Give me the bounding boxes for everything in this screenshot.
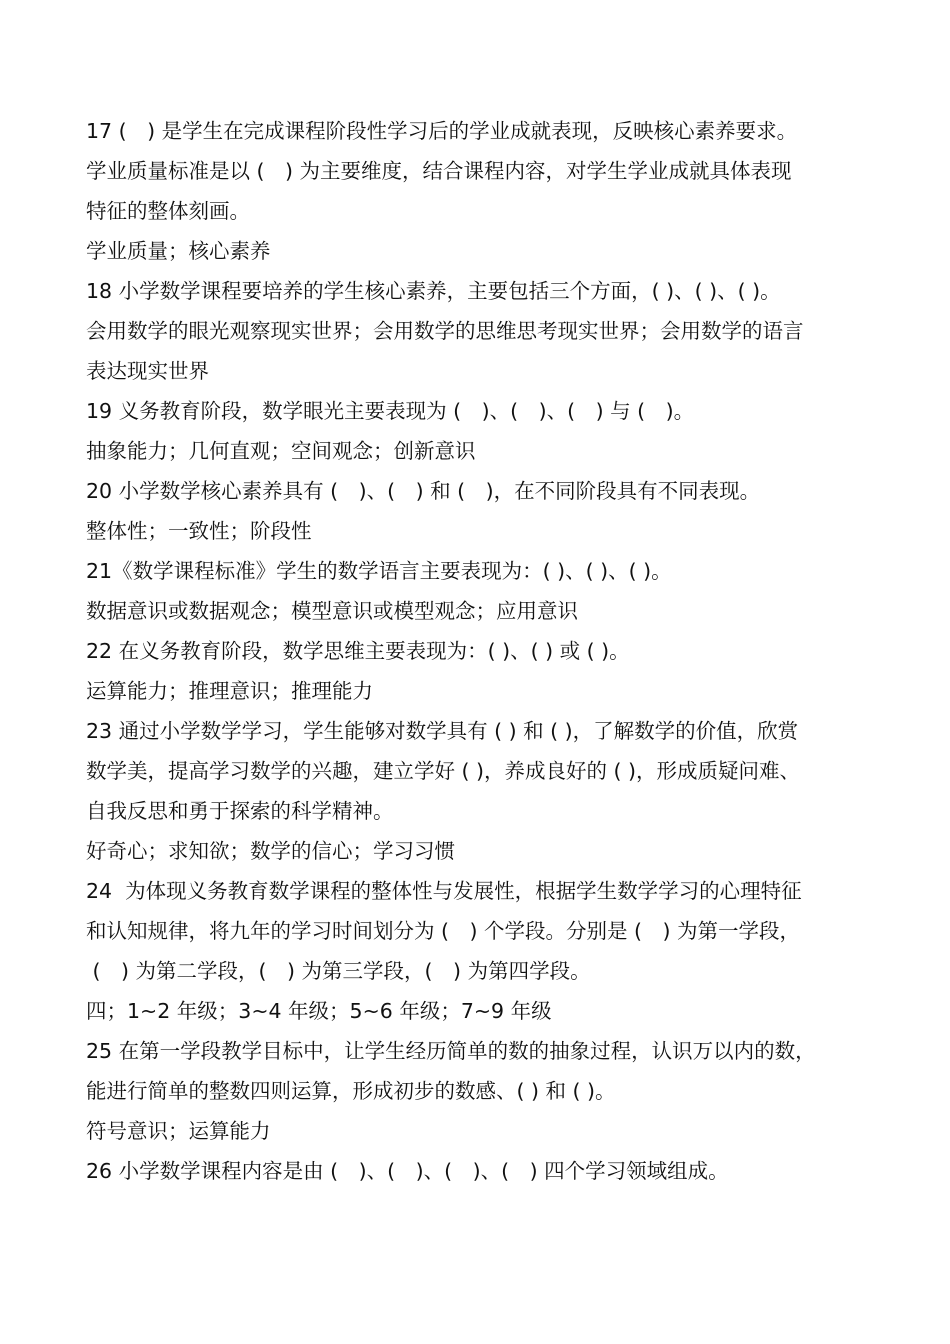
question-17-line-3: 特征的整体刻画。 — [86, 199, 250, 223]
question-21: 21《数学课程标准》学生的数学语言主要表现为：( )、( )、( )。 — [86, 559, 672, 583]
answer-20: 整体性；一致性；阶段性 — [86, 519, 312, 543]
answer-21: 数据意识或数据观念；模型意识或模型观念；应用意识 — [86, 599, 578, 623]
answer-25: 符号意识；运算能力 — [86, 1119, 271, 1143]
answer-18-line-2: 表达现实世界 — [86, 359, 209, 383]
question-17-line-1: 17 ( ) 是学生在完成课程阶段性学习后的学业成就表现，反映核心素养要求。 — [86, 119, 798, 143]
answer-23: 好奇心；求知欲；数学的信心；学习习惯 — [86, 839, 455, 863]
question-24-line-2: 和认知规律，将九年的学习时间划分为 ( ) 个学段。分别是 ( ) 为第一学段， — [86, 919, 801, 943]
document-page — [86, 111, 878, 1191]
question-23-line-1: 23 通过小学数学学习，学生能够对数学具有 ( ) 和 ( )，了解数学的价值，欣赏 — [86, 719, 799, 743]
answer-18-line-1: 会用数学的眼光观察现实世界；会用数学的思维思考现实世界；会用数学的语言 — [86, 319, 804, 343]
answer-19: 抽象能力；几何直观；空间观念；创新意识 — [86, 439, 476, 463]
question-26: 26 小学数学课程内容是由 ( )、( )、( )、( ) 四个学习领域组成。 — [86, 1159, 729, 1183]
question-20: 20 小学数学核心素养具有 ( )、( ) 和 ( )，在不同阶段具有不同表现。 — [86, 479, 761, 503]
question-25-line-1: 25 在第一学段教学目标中，让学生经历简单的数的抽象过程，认识万以内的数， — [86, 1039, 816, 1063]
answer-22: 运算能力；推理意识；推理能力 — [86, 679, 373, 703]
answer-17: 学业质量；核心素养 — [86, 239, 271, 263]
question-24-line-3: ( ) 为第二学段，( ) 为第三学段，( ) 为第四学段。 — [86, 959, 591, 983]
answer-24: 四；1~2 年级；3~4 年级；5~6 年级；7~9 年级 — [86, 999, 552, 1023]
question-25-line-2: 能进行简单的整数四则运算，形成初步的数感、( ) 和 ( )。 — [86, 1079, 616, 1103]
question-17-line-2: 学业质量标准是以 ( ) 为主要维度，结合课程内容，对学生学业成就具体表现 — [86, 159, 792, 183]
question-18-line-1: 18 小学数学课程要培养的学生核心素养，主要包括三个方面，( )、( )、( )。 — [86, 279, 781, 303]
question-23-line-2: 数学美，提高学习数学的兴趣，建立学好 ( )，养成良好的 ( )，形成质疑问难、 — [86, 759, 801, 783]
question-22: 22 在义务教育阶段，数学思维主要表现为：( )、( ) 或 ( )。 — [86, 639, 630, 663]
question-23-line-3: 自我反思和勇于探索的科学精神。 — [86, 799, 394, 823]
question-19: 19 义务教育阶段，数学眼光主要表现为 ( )、( )、( ) 与 ( )。 — [86, 399, 695, 423]
question-24-line-1: 24 为体现义务教育数学课程的整体性与发展性，根据学生数学学习的心理特征 — [86, 879, 802, 903]
